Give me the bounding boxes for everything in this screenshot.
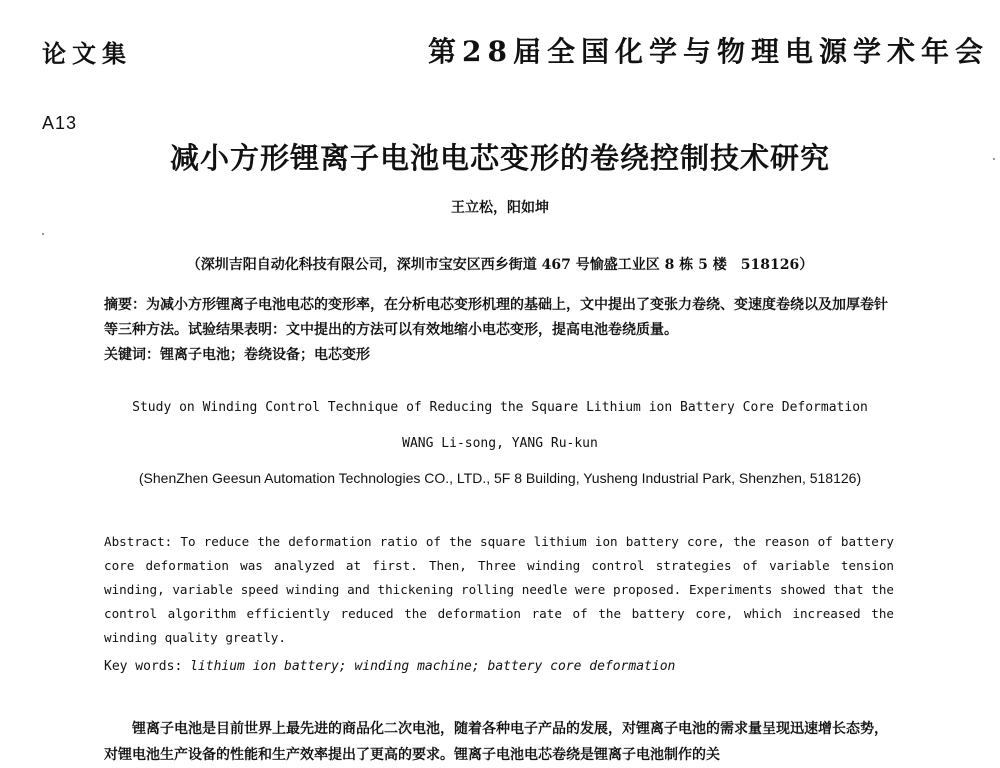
paper-title-en: Study on Winding Control Technique of Reducing the Square Lithium ion Battery Core Deformation <box>132 400 868 415</box>
keywords-cn-text: 锂离子电池；卷绕设备；电芯变形 <box>160 347 370 363</box>
keywords-en-text: lithium ion battery; winding machine; battery core deformation <box>190 659 676 674</box>
proceedings-label: 论文集 <box>42 39 132 68</box>
authors-en: WANG Li-song, YANG Ru-kun <box>402 436 598 451</box>
body-paragraph-cn: 锂离子电池是目前世界上最先进的商品化二次电池，随着各种电子产品的发展，对锂离子电池的需求量呈现迅速增长态势，对锂电池生产设备的性能和生产效率提出了更高的要求。锂离子电池电芯卷绕是锂离子电池制作的关 <box>104 721 888 763</box>
scan-speck <box>42 233 44 235</box>
affiliation-cn: （深圳吉阳自动化科技有限公司，深圳市宝安区西乡街道 467 号愉盛工业区 8 栋 5 楼 518126） <box>186 257 814 273</box>
keywords-en-label: Key words: <box>104 659 191 674</box>
abstract-cn <box>104 293 894 343</box>
scan-speck <box>993 158 995 160</box>
paper-title-cn: 减小方形锂离子电池电芯变形的卷绕控制技术研究 <box>169 141 830 175</box>
authors-cn: 王立松，阳如坤 <box>451 200 549 216</box>
abstract-en: Abstract: To reduce the deformation ratio of the square lithium ion battery core, the reason of battery core deformation was analyzed at first. Then, Three winding control strategies of variable tension winding, variable speed winding and thickening rolling needle were proposed. Experiments showed that the control algorithm efficiently reduced the deformation rate of the battery core, which increased the winding quality greatly. <box>104 534 894 645</box>
conference-title: 第28届全国化学与物理电源学术年会 <box>428 35 989 68</box>
keywords-en <box>104 655 894 679</box>
keywords-cn-label: 关键词： <box>104 347 160 363</box>
keywords-cn <box>104 343 894 368</box>
paper-code: A13 <box>42 113 78 133</box>
abstract-cn-text: 为减小方形锂离子电池电芯的变形率，在分析电芯变形机理的基础上，文中提出了变张力卷绕、变速度卷绕以及加厚卷针等三种方法。试验结果表明：文中提出的方法可以有效地缩小电芯变形，提高电池卷绕质量。 <box>104 297 888 338</box>
abstract-cn-label: 摘要： <box>104 297 146 313</box>
affiliation-en: (ShenZhen Geesun Automation Technologies CO., LTD., 5F 8 Building, Yusheng Industrial Park, Shenzhen, 518126) <box>138 470 862 486</box>
